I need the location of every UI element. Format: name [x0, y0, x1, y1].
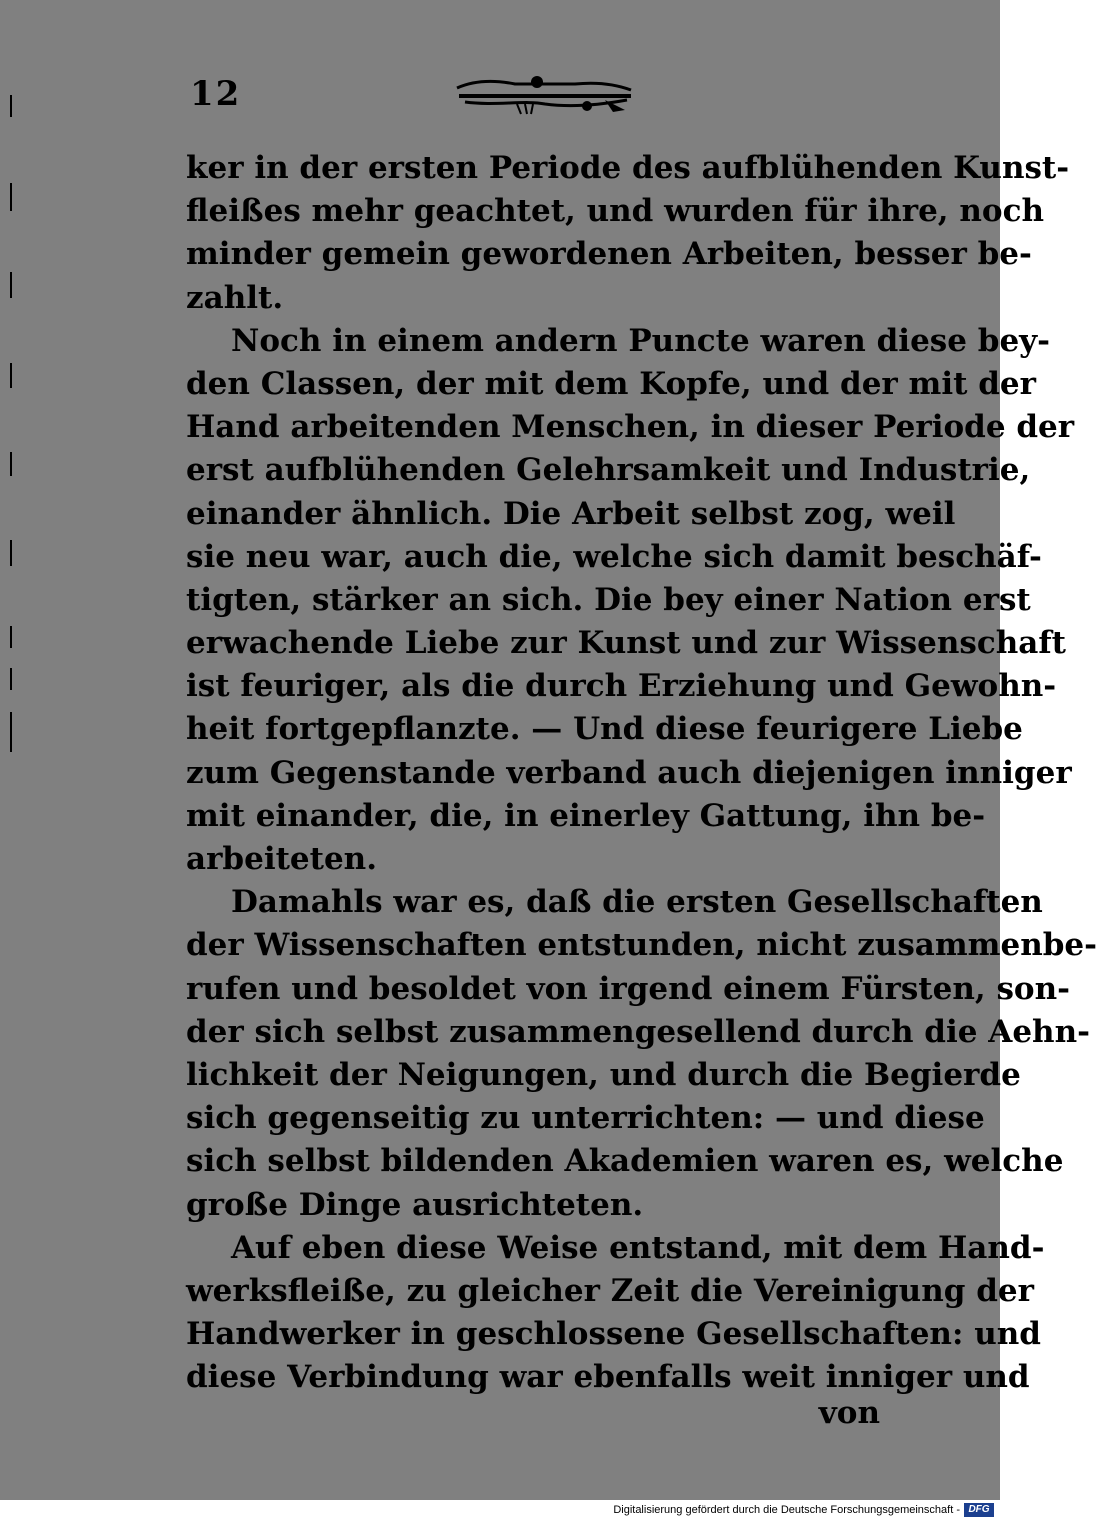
printer-ornament — [455, 70, 635, 120]
digitization-footer — [0, 1500, 1000, 1521]
text-line: Damahls war es, daß die ersten Gesellschaften — [231, 884, 1043, 921]
text-line: Handwerker in geschlossene Gesellschaften: und — [186, 1316, 1041, 1353]
text-line: fleißes mehr geachtet, und wurden für ihre, noch — [186, 193, 1045, 230]
text-line: diese Verbindung war ebenfalls weit inniger und — [186, 1359, 1030, 1396]
text-line: zahlt. — [186, 279, 284, 316]
text-line: erwachende Liebe zur Kunst und zur Wissenschaft — [186, 625, 1066, 662]
text-line: heit fortgepflanzte. — Und diese feurigere Liebe — [186, 711, 1023, 748]
text-line: erst aufblühenden Gelehrsamkeit und Industrie, — [186, 452, 1031, 489]
page-number: 12 — [190, 74, 242, 114]
text-line: sie neu war, auch die, welche sich damit beschäf- — [186, 538, 1042, 575]
text-line: sich selbst bildenden Akademien waren es, welche — [186, 1143, 1064, 1180]
text-line: große Dinge ausrichteten. — [186, 1186, 644, 1223]
text-line: ker in der ersten Periode des aufblühenden Kunst- — [186, 150, 1070, 186]
text-line: lichkeit der Neigungen, und durch die Begierde — [186, 1056, 1021, 1093]
footer-credit: Digitalisierung gefördert durch die Deutsche Forschungsgemeinschaft - — [613, 1504, 960, 1516]
text-line: minder gemein gewordenen Arbeiten, besser be- — [186, 236, 1032, 273]
catchword: von — [818, 1395, 880, 1431]
text-line: der Wissenschaften entstunden, nicht zusammenbe- — [186, 927, 1097, 964]
text-line: ist feuriger, als die durch Erziehung und Gewohn- — [186, 668, 1057, 705]
body-text — [186, 147, 1097, 1399]
text-line: rufen und besoldet von irgend einem Fürsten, son- — [186, 970, 1070, 1007]
text-line: werksfleiße, zu gleicher Zeit die Vereinigung der — [186, 1272, 1034, 1309]
text-line: sich gegenseitig zu unterrichten: — und diese — [186, 1100, 985, 1137]
text-line: zum Gegenstande verband auch diejenigen inniger — [186, 754, 1072, 791]
text-line: Hand arbeitenden Menschen, in dieser Periode der — [186, 409, 1075, 446]
text-line: einander ähnlich. Die Arbeit selbst zog, weil — [186, 495, 956, 532]
dfg-logo: DFG — [964, 1503, 994, 1517]
text-line: den Classen, der mit dem Kopfe, und der mit der — [186, 365, 1036, 402]
text-line: Noch in einem andern Puncte waren diese bey- — [231, 322, 1051, 359]
text-line: mit einander, die, in einerley Gattung, ihn be- — [186, 797, 986, 834]
text-line: Auf eben diese Weise entstand, mit dem Hand- — [231, 1229, 1045, 1266]
text-line: tigten, stärker an sich. Die bey einer Nation erst — [186, 581, 1031, 618]
text-line: arbeiteten. — [186, 841, 378, 877]
text-line: der sich selbst zusammengesellend durch die Aehn- — [186, 1013, 1090, 1050]
